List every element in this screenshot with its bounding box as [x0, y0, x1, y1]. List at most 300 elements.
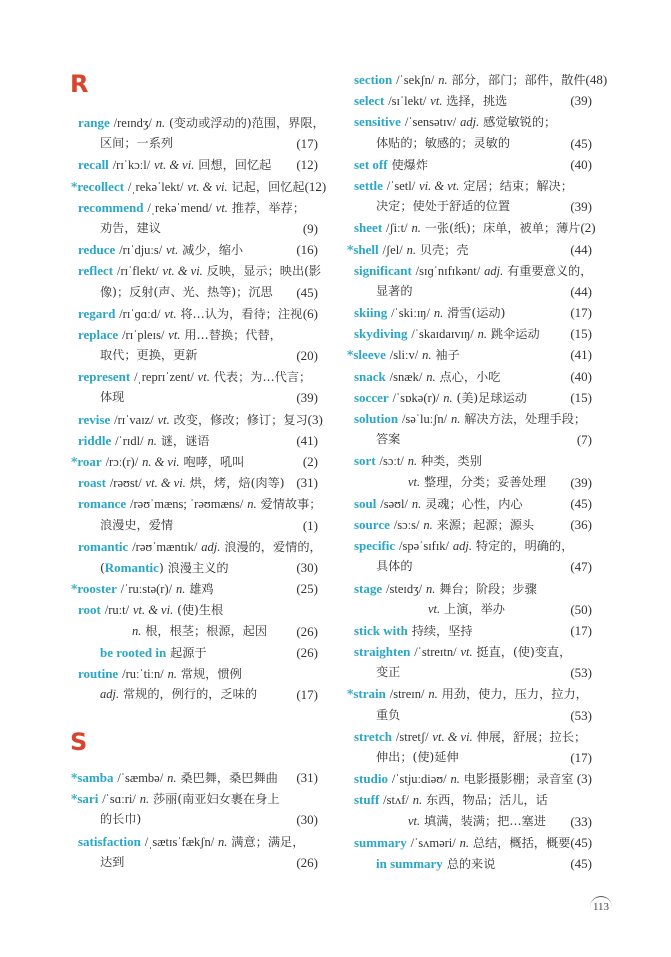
- entry-text: [354, 811, 570, 832]
- definition: 整理，分类；妥善处理: [424, 474, 546, 489]
- entry-continuation: [78, 515, 318, 536]
- unit-reference: (45): [296, 284, 318, 300]
- entry-stage: [354, 578, 592, 599]
- phonetic: /səˈluːʃn/: [401, 412, 448, 426]
- headword: stick with: [354, 622, 408, 638]
- phonetic: /ˌsætɪsˈfækʃn/: [144, 834, 215, 849]
- entry-revise: [78, 409, 323, 430]
- part-of-speech: n.: [423, 517, 433, 532]
- entry-sort: [354, 450, 592, 471]
- entry-text: [78, 282, 296, 303]
- definition: 用劲，使力，压力，拉力，: [441, 687, 588, 702]
- unit-reference: (45): [570, 834, 593, 850]
- unit-reference: (53): [570, 707, 592, 723]
- definition: 将…认为，看待；注视: [180, 306, 303, 321]
- unit-reference: (40): [570, 156, 592, 172]
- definition: 回想，回忆起: [198, 158, 272, 173]
- paren: (: [100, 560, 105, 575]
- star-marker: *: [347, 242, 354, 257]
- unit-reference: (7): [576, 432, 592, 448]
- definition: 定居；结束；解决；: [463, 178, 573, 193]
- unit-reference: (26): [296, 644, 318, 660]
- phonetic: /ˈstreɪtn/: [414, 645, 457, 660]
- entry-text: [354, 578, 592, 599]
- unit-reference: (17): [570, 622, 592, 638]
- entry-text: [354, 450, 592, 471]
- definition: 上演，举办: [444, 601, 505, 616]
- entry-set-off: [354, 154, 592, 175]
- entry-text: [354, 599, 570, 620]
- unit-reference: (12): [296, 157, 318, 173]
- headword: significant: [354, 262, 412, 278]
- part-of-speech: n.: [132, 623, 142, 638]
- part-of-speech: vt.: [215, 200, 228, 215]
- unit-reference: (39): [570, 93, 592, 109]
- unit-reference: (33): [570, 813, 592, 829]
- entry-text: [354, 323, 570, 344]
- headword: replace: [78, 326, 119, 342]
- headword: regard: [78, 305, 116, 321]
- entry-continuation: [354, 281, 592, 302]
- entry-text: [78, 387, 296, 408]
- definition: 袖子: [435, 348, 460, 363]
- entry-text: [78, 345, 296, 366]
- part-of-speech: vt.: [408, 813, 421, 828]
- entry-text: [354, 535, 592, 556]
- unit-reference: (39): [570, 199, 592, 215]
- entry-text: [354, 69, 586, 90]
- definition: 常规的，例行的，乏味的: [122, 687, 258, 702]
- entry-text: [78, 239, 296, 260]
- phonetic: /snæk/: [389, 369, 423, 384]
- entry-snack: [354, 366, 592, 387]
- entry-studio: [354, 768, 592, 789]
- entry-range: [78, 112, 325, 133]
- unit-reference: (41): [296, 432, 318, 448]
- entry-text: [354, 620, 570, 641]
- entry-text: [71, 176, 305, 197]
- definition: 伸出；(使)延伸: [376, 750, 459, 764]
- headword: riddle: [78, 432, 112, 448]
- phonetic: /ˈsɒkə(r)/: [392, 390, 440, 405]
- entry-recommend: [78, 197, 318, 218]
- definition: 选择，挑选: [446, 94, 508, 109]
- entry-continuation: [354, 747, 592, 768]
- headword: source: [354, 516, 390, 532]
- star-marker: *: [347, 687, 354, 702]
- definition: 特定的，明确的，: [475, 539, 574, 554]
- part-of-speech: vt. & vi.: [432, 729, 473, 744]
- entry-text: [354, 514, 570, 535]
- headword: soccer: [354, 389, 389, 405]
- definition: 满意；满足，: [231, 834, 305, 849]
- unit-reference: (17): [296, 136, 318, 152]
- phonetic: /spəˈsɪfɪk/: [399, 539, 450, 554]
- headword: skydiving: [354, 326, 408, 342]
- definition: 滑雪(运动): [447, 306, 506, 321]
- unit-reference: (2): [580, 220, 596, 236]
- part-of-speech: n.: [477, 327, 488, 342]
- entry-continuation: [354, 133, 592, 154]
- star-marker: *: [71, 771, 78, 785]
- phonetic: /rəʊst/: [109, 476, 142, 491]
- entry-source: [354, 514, 592, 535]
- headword: straighten: [354, 644, 411, 660]
- phonetic: /sɔːt/: [379, 454, 404, 469]
- entry-text: [354, 196, 570, 217]
- entry-text: [354, 366, 570, 387]
- entry-continuation: [78, 282, 318, 303]
- part-of-speech: n.: [167, 771, 177, 785]
- phonetic: /rɪˈpleɪs/: [122, 327, 165, 342]
- entry-text: [78, 684, 296, 705]
- phonetic: /ˈsæmbə/: [117, 771, 164, 785]
- entry-text: [78, 493, 321, 514]
- definition: 推荐，举荐；: [231, 200, 305, 215]
- entry-text: [78, 133, 296, 154]
- headword: soul: [354, 495, 377, 511]
- headword: recall: [78, 157, 109, 173]
- headword: revise: [78, 411, 111, 427]
- part-of-speech: vt.: [428, 601, 441, 616]
- phonetic: /rɪˈvaɪz/: [114, 412, 154, 427]
- entry-rooster: [71, 578, 318, 599]
- definition: 桑巴舞，桑巴舞曲: [180, 771, 278, 785]
- headword: strain: [353, 686, 386, 702]
- star-marker: *: [347, 348, 354, 363]
- headword: sensitive: [354, 114, 401, 130]
- entry-reduce: [78, 239, 318, 260]
- phonetic: /ˈsekʃn/: [396, 73, 435, 87]
- entry-continuation: [78, 621, 318, 642]
- entry-stretch: [354, 726, 592, 747]
- definition: 舞台；阶段；步骤: [439, 581, 537, 596]
- phonetic: /ˈskaɪdaɪvɪŋ/: [411, 327, 474, 342]
- part-of-speech: n.: [450, 412, 461, 426]
- phonetic: /sɪˈlekt/: [388, 94, 427, 109]
- phonetic: /ˌreprɪˈzent/: [134, 370, 194, 385]
- entry-solution: [354, 408, 592, 429]
- phonetic: /ˌrekəˈmend/: [147, 200, 212, 215]
- definition: 总结，概括，概要: [472, 835, 571, 850]
- entry-text: [354, 705, 570, 726]
- phonetic: /ˈskiːɪŋ/: [391, 306, 430, 321]
- entry-continuation: [78, 809, 318, 830]
- phonetic: /rɪˈflekt/: [117, 264, 159, 279]
- entry-continuation: [354, 853, 592, 874]
- unit-reference: (15): [570, 389, 592, 405]
- unit-reference: (50): [570, 601, 592, 617]
- part-of-speech: vt.: [197, 370, 210, 385]
- entry-text: [347, 239, 570, 260]
- entry-straighten: [354, 641, 592, 662]
- page-number: 113: [590, 896, 612, 915]
- entry-text: [78, 621, 296, 642]
- phonetic: /rɔː(r)/: [105, 455, 139, 469]
- entry-stuff: [354, 789, 592, 810]
- phonetic: /sɔːs/: [393, 517, 420, 532]
- entry-text: [354, 747, 570, 768]
- entry-continuation: [78, 642, 318, 663]
- headword: sari: [77, 791, 99, 807]
- star-marker: *: [71, 455, 78, 469]
- phonetic: /sliːv/: [389, 348, 419, 363]
- entry-soul: [354, 493, 592, 514]
- entry-text: [78, 515, 303, 536]
- part-of-speech: vt. & vi.: [145, 476, 186, 491]
- headword: sheet: [354, 220, 383, 236]
- entry-root: [78, 599, 318, 620]
- headword: specific: [354, 538, 396, 554]
- entry-text: [354, 281, 570, 302]
- definition: 总的来说: [446, 856, 496, 871]
- unit-reference: (25): [296, 581, 318, 597]
- definition: 使爆炸: [391, 157, 429, 172]
- entry-text: [347, 344, 570, 365]
- part-of-speech: n.: [406, 242, 416, 257]
- headword: skiing: [354, 305, 388, 321]
- entry-significant: [354, 260, 592, 281]
- phonetic: /ˈruːstə(r)/: [120, 582, 173, 597]
- phonetic: /rəʊˈmæns; ˈrəʊmæns/: [130, 497, 244, 512]
- part-of-speech: vt.: [166, 243, 179, 258]
- entry-continuation: [354, 599, 592, 620]
- entry-text: [354, 853, 570, 874]
- part-of-speech: n.: [411, 496, 422, 511]
- definition: 重负: [376, 707, 401, 722]
- definition: 体贴的；敏感的；灵敏的: [376, 135, 511, 150]
- unit-reference: (17): [296, 687, 318, 703]
- entry-continuation: [354, 705, 592, 726]
- headword: reflect: [78, 263, 114, 279]
- headword: be rooted in: [100, 644, 167, 660]
- entry-specific: [354, 535, 592, 556]
- definition: 填满，装满；把…塞进: [424, 813, 546, 828]
- entry-text: [354, 90, 570, 111]
- definition: 用…替换；代替，: [184, 327, 282, 342]
- definition: (美)足球运动: [456, 390, 527, 405]
- definition: 持续，坚持: [411, 623, 473, 638]
- unit-reference: (12): [304, 178, 327, 194]
- part-of-speech: n.: [426, 369, 436, 384]
- definition: 劝告，建议: [100, 220, 161, 235]
- part-of-speech: n.: [218, 834, 228, 849]
- phonetic: /ˈsɑːri/: [102, 792, 136, 807]
- entry-text: [354, 556, 570, 577]
- entry-sheet: [354, 217, 596, 238]
- part-of-speech: vt.: [408, 474, 421, 489]
- entry-riddle: [78, 430, 318, 451]
- headword: represent: [78, 369, 131, 385]
- unit-reference: (16): [296, 242, 318, 258]
- entry-romance: [78, 493, 322, 514]
- entry-continuation: [354, 811, 592, 832]
- entry-continuation: [78, 133, 318, 154]
- entry-text: [354, 662, 570, 683]
- headword: satisfaction: [78, 833, 141, 849]
- section-letter-r: R: [70, 70, 89, 98]
- entry-romantic: [78, 536, 322, 557]
- entry-text: [354, 387, 570, 408]
- unit-reference: (40): [570, 368, 592, 384]
- unit-reference: (2): [302, 454, 318, 469]
- entry-continuation: [78, 218, 318, 239]
- unit-reference: (17): [570, 305, 592, 321]
- unit-reference: (44): [570, 283, 592, 299]
- definition: 改变，修改；修订；复习: [173, 412, 308, 427]
- headword: shell: [353, 241, 379, 257]
- headword: romance: [78, 496, 127, 512]
- entry-samba: [71, 767, 318, 788]
- definition: 东西，物品；活儿，话: [425, 793, 548, 808]
- unit-reference: (45): [570, 135, 592, 151]
- phonetic: /ruːt/: [104, 603, 130, 618]
- headword: Romantic: [104, 559, 159, 575]
- unit-reference: (36): [570, 516, 592, 532]
- part-of-speech: n.: [411, 221, 421, 236]
- definition: 种类，类别: [420, 454, 482, 469]
- entry-text: [354, 154, 570, 175]
- part-of-speech: adj.: [100, 687, 120, 702]
- part-of-speech: n.: [443, 390, 453, 405]
- unit-reference: (9): [302, 220, 318, 236]
- part-of-speech: n.: [247, 497, 257, 512]
- entry-select: [354, 90, 592, 111]
- part-of-speech: vt. & vi.: [154, 158, 195, 173]
- phonetic: /rɪˈkɔːl/: [112, 158, 151, 173]
- entry-text: [354, 789, 592, 810]
- entry-text: [354, 768, 577, 789]
- definition: 浪漫史，爱情: [100, 517, 174, 532]
- headword: snack: [354, 368, 386, 384]
- entry-text: [78, 599, 318, 620]
- phonetic: /ˈsetl/: [386, 178, 416, 193]
- entry-sari: [71, 788, 318, 809]
- entry-roar: [71, 451, 318, 472]
- phonetic: /ˈsʌməri/: [410, 835, 456, 850]
- entry-text: [354, 217, 580, 238]
- definition: (变动或浮动的)范围，界限，: [168, 116, 325, 130]
- unit-reference: (44): [570, 241, 592, 257]
- definition: 显著的: [376, 283, 413, 298]
- headword: reduce: [78, 242, 116, 258]
- entry-text: [78, 197, 318, 218]
- definition: 起源于: [170, 645, 207, 660]
- part-of-speech: n.: [147, 433, 157, 448]
- definition: 雄鸡: [189, 582, 214, 597]
- entry-shell: [347, 239, 592, 260]
- entry-text: [354, 493, 570, 514]
- entry-text: [71, 451, 303, 472]
- entry-roast: [78, 472, 318, 493]
- entry-replace: [78, 324, 318, 345]
- definition: 挺直，(使)变直，: [476, 645, 572, 660]
- phonetic: /ˌrekəˈlekt/: [127, 179, 184, 194]
- part-of-speech: vt. & vi.: [162, 264, 203, 279]
- definition: 减少，缩小: [182, 243, 244, 258]
- phonetic: /ruːˈtiːn/: [122, 666, 164, 681]
- phonetic: /stʌf/: [383, 793, 409, 808]
- entry-text: [354, 302, 570, 323]
- entry-text: [354, 726, 592, 747]
- entry-text: [354, 111, 592, 132]
- unit-reference: (45): [570, 495, 592, 511]
- part-of-speech: vt. & vi.: [187, 179, 228, 194]
- headword: stretch: [354, 728, 393, 744]
- part-of-speech: n.: [426, 581, 436, 596]
- headword: in summary: [376, 855, 443, 871]
- entry-represent: [78, 366, 318, 387]
- entry-text: [78, 557, 296, 578]
- entry-continuation: [78, 345, 318, 366]
- entry-continuation: [78, 852, 318, 873]
- part-of-speech: n.: [459, 835, 469, 850]
- part-of-speech: n.: [433, 306, 444, 321]
- phonetic: /ʃiːt/: [386, 221, 408, 236]
- entry-text: [354, 641, 592, 662]
- definition: 浪漫主义的: [167, 560, 229, 575]
- entry-continuation: [78, 684, 318, 705]
- entry-text: [347, 683, 592, 704]
- entry-text: [78, 852, 296, 873]
- unit-reference: (20): [296, 348, 318, 364]
- definition: (使)生根: [177, 603, 224, 618]
- definition: 有重要意义的，: [507, 263, 593, 278]
- entry-satisfaction: [78, 831, 318, 852]
- entry-continuation: [354, 472, 592, 493]
- left-column-s: [71, 767, 318, 873]
- entry-continuation: [354, 429, 592, 450]
- headword: rooster: [77, 581, 117, 597]
- definition: 谜，谜语: [160, 433, 210, 448]
- entry-text: [354, 408, 592, 429]
- definition: 感觉敏锐的；: [483, 115, 557, 130]
- unit-reference: (26): [296, 854, 318, 870]
- entry-section: [354, 69, 608, 90]
- entry-routine: [78, 663, 318, 684]
- headword: romantic: [78, 538, 129, 554]
- entry-summary: [354, 832, 592, 853]
- entry-soccer: [354, 387, 592, 408]
- headword: roast: [78, 475, 106, 491]
- definition: 点心，小吃: [439, 369, 501, 384]
- part-of-speech: n.: [155, 116, 166, 130]
- phonetic: /ˈsensətɪv/: [404, 115, 457, 130]
- part-of-speech: adj.: [452, 539, 473, 554]
- definition: 体现: [100, 390, 125, 405]
- part-of-speech: adj.: [201, 539, 221, 554]
- unit-reference: (31): [296, 770, 318, 785]
- definition: 贝壳；壳: [419, 242, 469, 257]
- unit-reference: (26): [296, 623, 318, 639]
- part-of-speech: vt.: [430, 94, 443, 109]
- entry-text: [354, 472, 570, 493]
- part-of-speech: adj.: [484, 263, 504, 278]
- definition: 常规，惯例: [180, 666, 242, 681]
- unit-reference: (41): [570, 347, 592, 363]
- headword: range: [78, 115, 110, 130]
- headword: recollect: [77, 178, 125, 194]
- section-letter-s: S: [70, 728, 88, 756]
- phonetic: /steɪdʒ/: [386, 581, 423, 596]
- entry-text: [78, 831, 318, 852]
- entry-text: [78, 409, 308, 430]
- entry-text: [78, 366, 318, 387]
- definition: 伸展，舒展；拉长；: [476, 729, 587, 744]
- definition: 电影摄影棚；录音室: [463, 772, 574, 787]
- phonetic: /rɪˈdjuːs/: [119, 243, 163, 258]
- entry-sensitive: [354, 111, 592, 132]
